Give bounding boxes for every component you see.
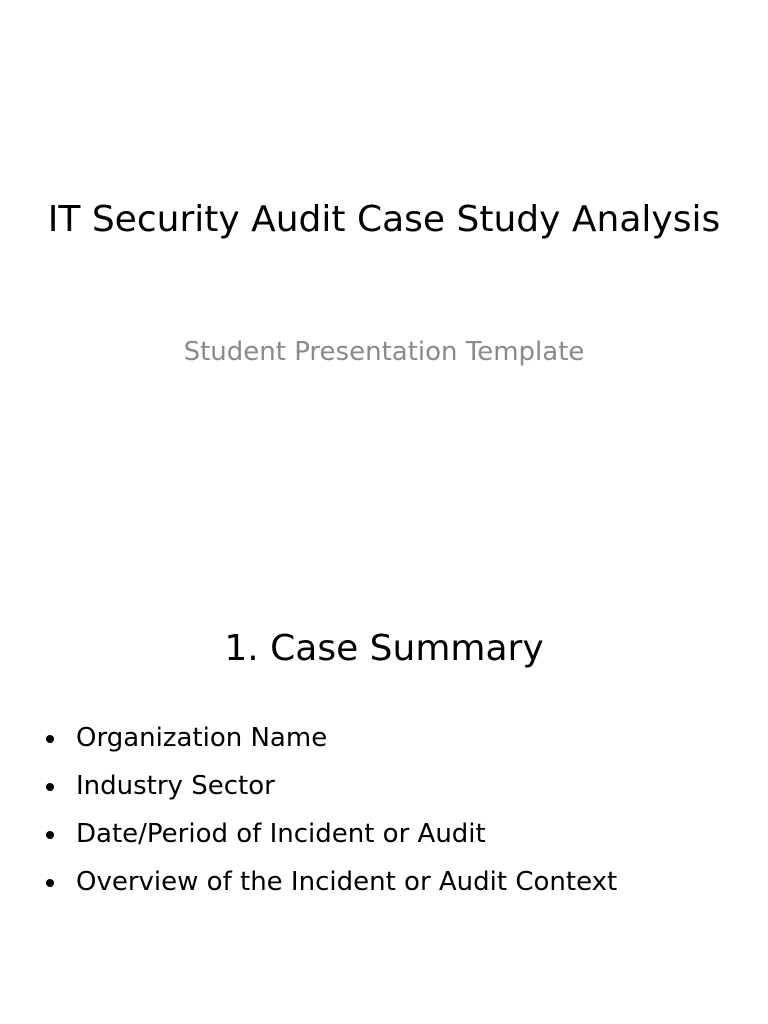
bullet-text: Date/Period of Incident or Audit: [76, 819, 486, 849]
bullet-item-organization-name: [44, 714, 617, 762]
bullet-text: Industry Sector: [76, 771, 275, 801]
presentation-title: IT Security Audit Case Study Analysis: [47, 199, 721, 240]
bullet-item-overview: [44, 858, 617, 906]
slide-title: 1. Case Summary: [224, 628, 544, 669]
bullet-text: Organization Name: [76, 723, 328, 753]
presentation-subtitle: Student Presentation Template: [183, 337, 585, 367]
bullet-text: Overview of the Incident or Audit Context: [76, 867, 618, 897]
bullet-dot-icon: [46, 879, 54, 887]
bullet-dot-icon: [46, 831, 54, 839]
bullet-item-date-period: [44, 810, 617, 858]
bullet-dot-icon: [46, 735, 54, 743]
case-summary-slide: [0, 576, 768, 1024]
bullet-dot-icon: [46, 783, 54, 791]
bullet-item-industry-sector: [44, 762, 617, 810]
bullet-list: [44, 714, 617, 906]
